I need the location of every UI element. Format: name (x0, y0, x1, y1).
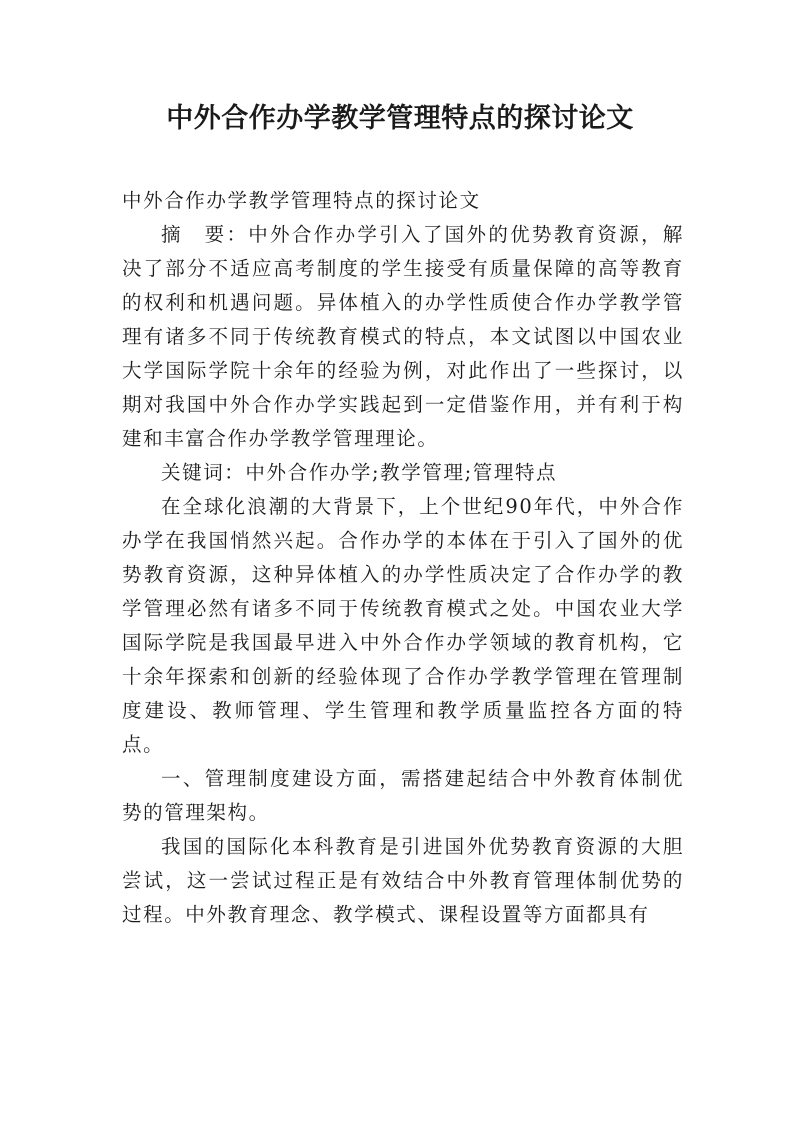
section-heading: 一、管理制度建设方面，需搭建起结合中外教育体制优势的管理架构。 (122, 767, 684, 824)
abstract-paragraph: 摘 要：中外合作办学引入了国外的优势教育资源，解决了部分不适应高考制度的学生接受有质量保障的高等教育的权利和机遇问题。异体植入的办学性质使合作办学教学管理有诸多不同于传统教育模式的特点，本文试图以中国农业大学国际学院十余年的经验为例，对此作出了一些探讨，以期对我国中外合作办学实践起到一定借鉴作用，并有利于构建和丰富合作办学教学管理理论。 (122, 223, 684, 450)
keywords-paragraph: 关键词：中外合作办学;教学管理;管理特点 (161, 461, 558, 484)
document-subtitle: 中外合作办学教学管理特点的探讨论文 (122, 189, 481, 212)
document-body (122, 184, 684, 932)
body-paragraph: 在全球化浪潮的大背景下，上个世纪90年代，中外合作办学在我国悄然兴起。合作办学的本体在于引入了国外的优势教育资源，这种异体植入的办学性质决定了合作办学的教学管理必然有诸多不同于传统教育模式之处。中国农业大学国际学院是我国最早进入中外合作办学领域的教育机构，它十余年探索和创新的经验体现了合作办学教学管理在管理制度建设、教师管理、学生管理和教学质量监控各方面的特点。 (122, 495, 684, 756)
body-paragraph: 我国的国际化本科教育是引进国外优势教育资源的大胆尝试，这一尝试过程正是有效结合中外教育管理体制优势的过程。中外教育理念、教学模式、课程设置等方面都具有 (122, 835, 684, 926)
document-title: 中外合作办学教学管理特点的探讨论文 (166, 103, 634, 134)
